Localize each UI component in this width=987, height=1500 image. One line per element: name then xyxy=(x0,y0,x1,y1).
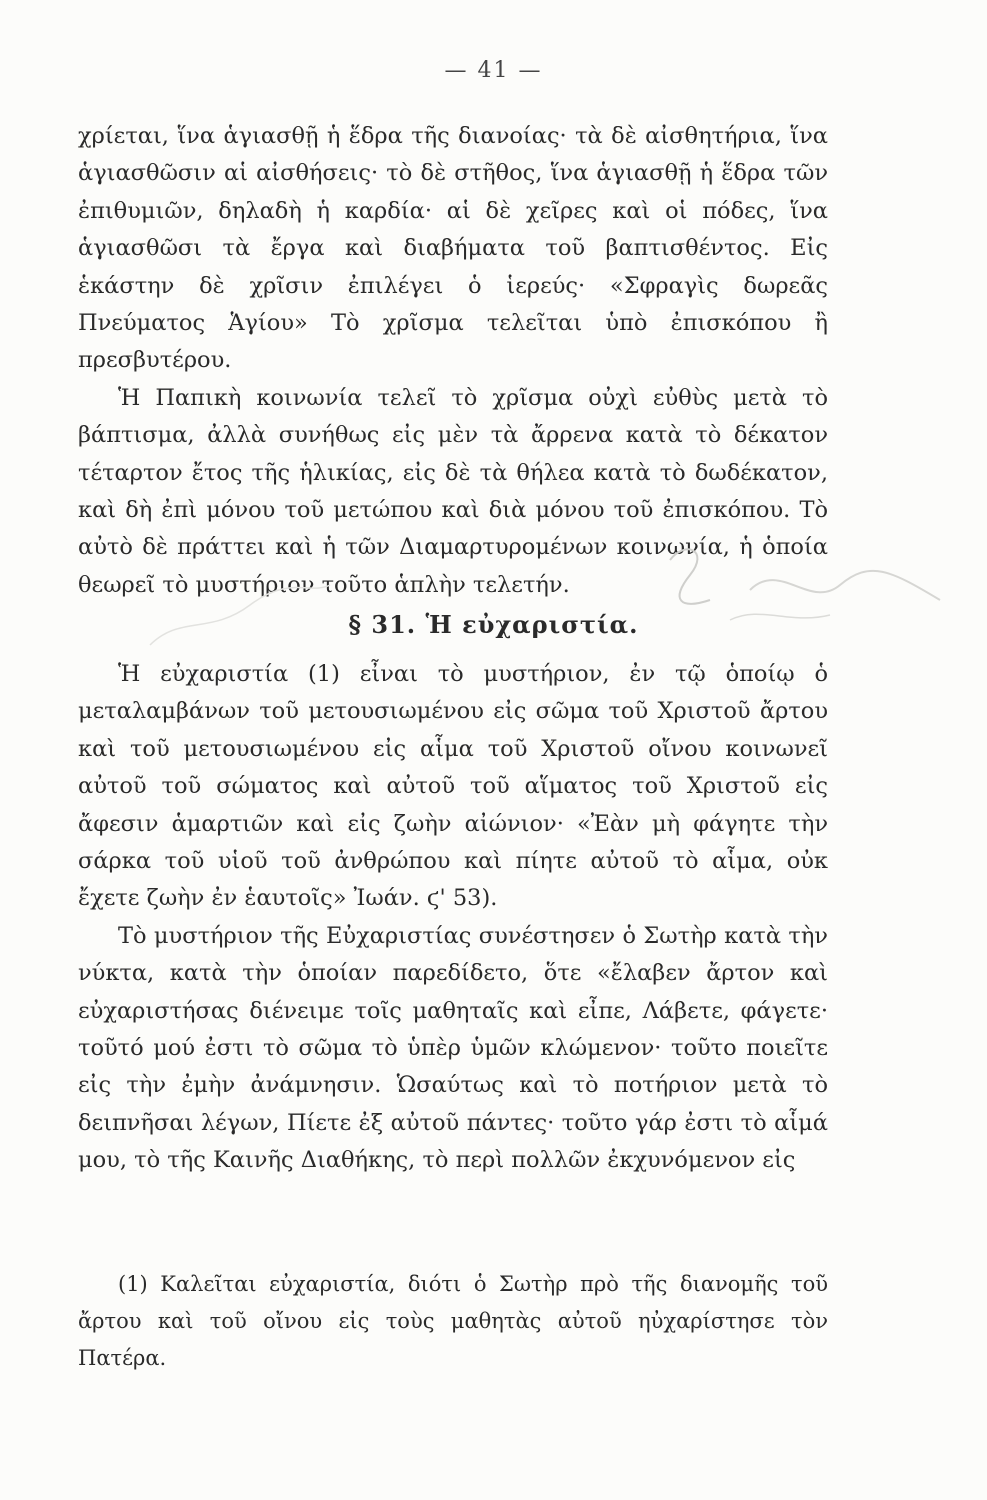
page-number: — 41 — xyxy=(444,58,543,83)
paragraph-continuation: χρίεται, ἵνα ἁγιασθῇ ἡ ἕδρα τῆς διανοίας· τὰ δὲ αἰσθητήρια, ἵνα ἁγιασθῶσιν αἱ αἰσθήσεις· τὸ δὲ στῆθος, ἵνα ἁγιασθῇ ἡ ἕδρα τῶν ἐπιθυμιῶν, δηλαδὴ ἡ καρδία· αἱ δὲ χεῖρες καὶ οἱ πόδες, ἵνα ἁγιασθῶσι τὰ ἔργα καὶ διαβήματα τοῦ βαπτισθέντος. Εἰς ἑκάστην δὲ χρῖσιν ἐπιλέγει ὁ ἱερεύς· «Σφραγὶς δωρεᾶς Πνεύματος Ἁγίου» Τὸ χρῖσμα τελεῖται ὑπὸ ἐπισκόπου ἢ πρεσβυτέρου. xyxy=(78,123,828,374)
paragraph-eucharist-institution: Τὸ μυστήριον τῆς Εὐχαριστίας συνέστησεν ὁ Σωτὴρ κατὰ τὴν νύκτα, κατὰ τὴν ὁποίαν παρεδίδετο, ὅτε «ἔλαβεν ἄρτον καὶ εὐχαριστήσας διένειμε τοῖς μαθηταῖς καὶ εἶπε, Λάβετε, φάγετε· τοῦτό μού ἐστι τὸ σῶμα τὸ ὑπὲρ ὑμῶν κλώμενον· τοῦτο ποιεῖτε εἰς τὴν ἐμὴν ἀνάμνησιν. Ὡσαύτως καὶ τὸ ποτήριον μετὰ τὸ δειπνῆσαι λέγων, Πίετε ἐξ αὐτοῦ πάντες· τοῦτο γάρ ἐστι τὸ αἷμά μου, τὸ τῆς Καινῆς Διαθήκης, τὸ περὶ πολλῶν ἐκχυνόμενον εἰς xyxy=(78,922,828,1174)
paragraph-eucharist-definition: Ἡ εὐχαριστία (1) εἶναι τὸ μυστήριον, ἐν τῷ ὁποίῳ ὁ μεταλαμβάνων τοῦ μετουσιωμένου εἰς σῶμα τοῦ Χριστοῦ ἄρτου καὶ τοῦ μετουσιωμένου εἰς αἷμα τοῦ Χριστοῦ οἴνου κοινωνεῖ αὐτοῦ τοῦ σώματος καὶ αὐτοῦ τοῦ αἵματος τοῦ Χριστοῦ εἰς ἄφεσιν ἁμαρτιῶν καὶ εἰς ζωὴν αἰώνιον· «Ἐὰν μὴ φάγητε τὴν σάρκα τοῦ υἱοῦ τοῦ ἀνθρώπου καὶ πίητε αὐτοῦ τὸ αἷμα, οὐκ ἔχετε ζωὴν ἐν ἑαυτοῖς» Ἰωάν. ϛ' 53). xyxy=(78,661,828,912)
text-block-upper xyxy=(78,118,828,604)
text-block-lower xyxy=(78,656,828,1180)
paragraph-papal-chrismation: Ἡ Παπικὴ κοινωνία τελεῖ τὸ χρῖσμα οὐχὶ εὐθὺς μετὰ τὸ βάπτισμα, ἀλλὰ συνήθως εἰς μὲν τὰ ἄρρενα κατὰ τὸ δέκατον τέταρτον ἔτος τῆς ἡλικίας, εἰς δὲ τὰ θήλεα κατὰ τὸ δωδέκατον, καὶ δὴ ἐπὶ μόνου τοῦ μετώπου καὶ διὰ μόνου τοῦ ἐπισκόπου. Τὸ αὐτὸ δὲ πράττει καὶ ἡ τῶν Διαμαρτυρομένων κοινωνία, ἡ ὁποία θεωρεῖ τὸ μυστήριον τοῦτο ἁπλὴν τελετήν. xyxy=(78,384,828,598)
footnote: (1) Καλεῖται εὐχαριστία, διότι ὁ Σωτὴρ πρὸ τῆς διανομῆς τοῦ ἄρτου καὶ τοῦ οἴνου εἰς τοὺς μαθητὰς αὐτοῦ ηὐχαρίστησε τὸν Πατέρα. xyxy=(78,1272,828,1370)
section-heading: § 31. Ἡ εὐχαριστία. xyxy=(348,610,639,639)
